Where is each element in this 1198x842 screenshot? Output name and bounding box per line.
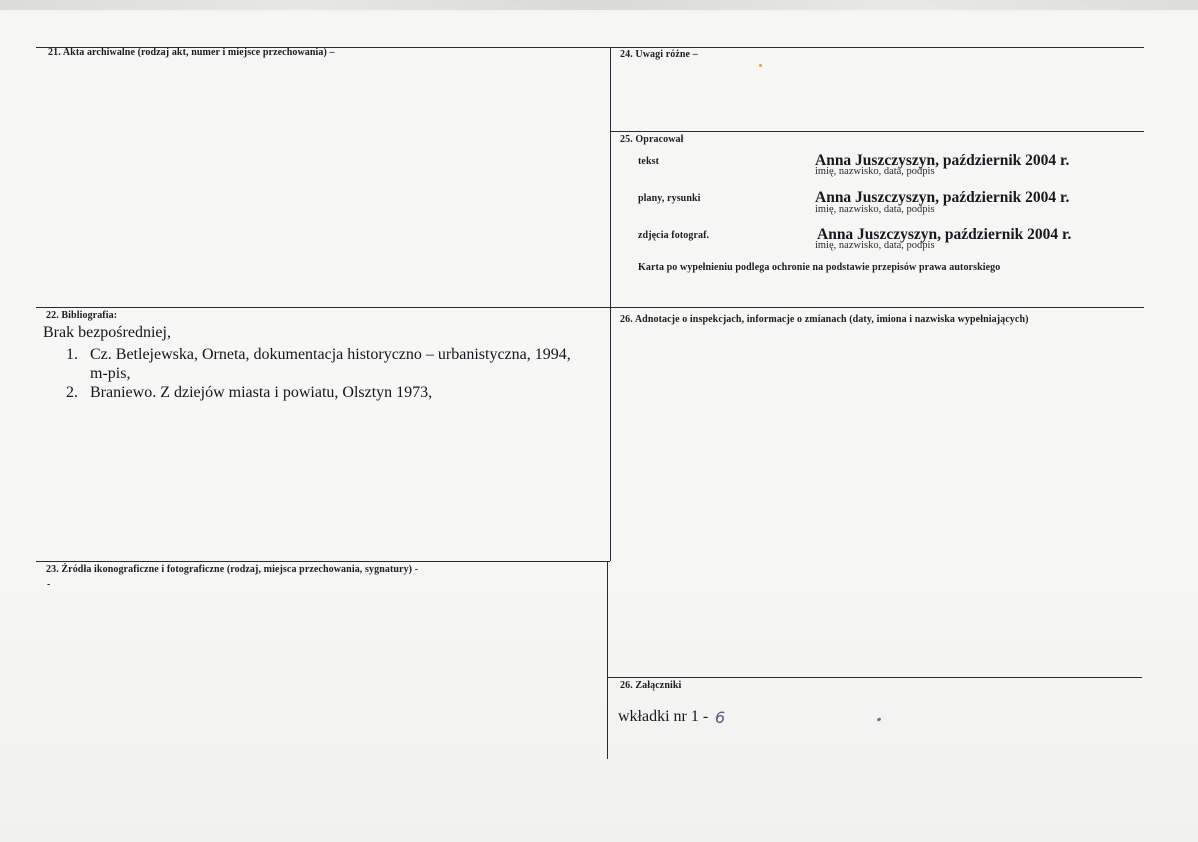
rule-26b-top [607, 677, 1142, 678]
copyright-note: Karta po wypełnieniu podlega ochronie na podstawie przepisów prawa autorskiego [638, 262, 1001, 273]
author-field-plans: plany, rysunki [638, 193, 701, 204]
author-hint-plans: imię, nazwisko, data, podpis [815, 204, 935, 215]
rule-25-top [610, 131, 1144, 132]
section-26-annotations-label: 26. Adnotacje o inspekcjach, informacje o zmianach (daty, imiona i nazwiska wypełniających) [620, 314, 1029, 325]
rule-23-top [36, 561, 610, 562]
author-value-plans: Anna Juszczyszyn, październik 2004 r. [815, 189, 1070, 206]
section-21-label: 21. Akta archiwalne (rodzaj akt, numer i miejsce przechowania) – [48, 47, 335, 58]
ink-speck [877, 717, 882, 722]
section-23-label: 23. Źródła ikonograficzne i fotograficzne (rodzaj, miejsca przechowania, sygnatury) - [46, 564, 419, 575]
author-field-photos: zdjęcia fotograf. [638, 230, 710, 241]
bibliography-item-2-number: 2. [66, 384, 78, 401]
section-22-label: 22. Bibliografia: [46, 310, 118, 321]
rule-vertical-divider-lower [607, 561, 608, 759]
bibliography-item-1-number: 1. [66, 346, 78, 363]
author-field-text: tekst [638, 156, 660, 167]
author-value-text: Anna Juszczyszyn, październik 2004 r. [815, 152, 1070, 169]
bibliography-intro: Brak bezpośredniej, [43, 324, 171, 341]
author-hint-photos: imię, nazwisko, data, podpis [815, 240, 935, 251]
bibliography-item-1: Cz. Betlejewska, Orneta, dokumentacja historyczno – urbanistyczna, 1994, [90, 346, 571, 363]
bibliography-item-2: Braniewo. Z dziejów miasta i powiatu, Olsztyn 1973, [90, 384, 433, 401]
yellow-speck [759, 64, 762, 67]
author-value-photos: Anna Juszczyszyn, październik 2004 r. [817, 226, 1072, 243]
section-24-label: 24. Uwagi różne – [620, 49, 698, 60]
rule-vertical-divider [610, 47, 611, 561]
section-25-label: 25. Opracował [620, 134, 684, 145]
torn-top-edge [0, 0, 1198, 10]
section-26-attachments-label: 26. Załączniki [620, 680, 682, 691]
section-23-value: - [47, 579, 51, 590]
rule-mid [36, 307, 1144, 308]
bibliography-item-1-cont: m-pis, [90, 365, 131, 382]
author-hint-text: imię, nazwisko, data, podpis [815, 166, 935, 177]
attachments-value: wkładki nr 1 - [618, 708, 709, 725]
attachments-handwritten-number: 6 [715, 708, 726, 727]
